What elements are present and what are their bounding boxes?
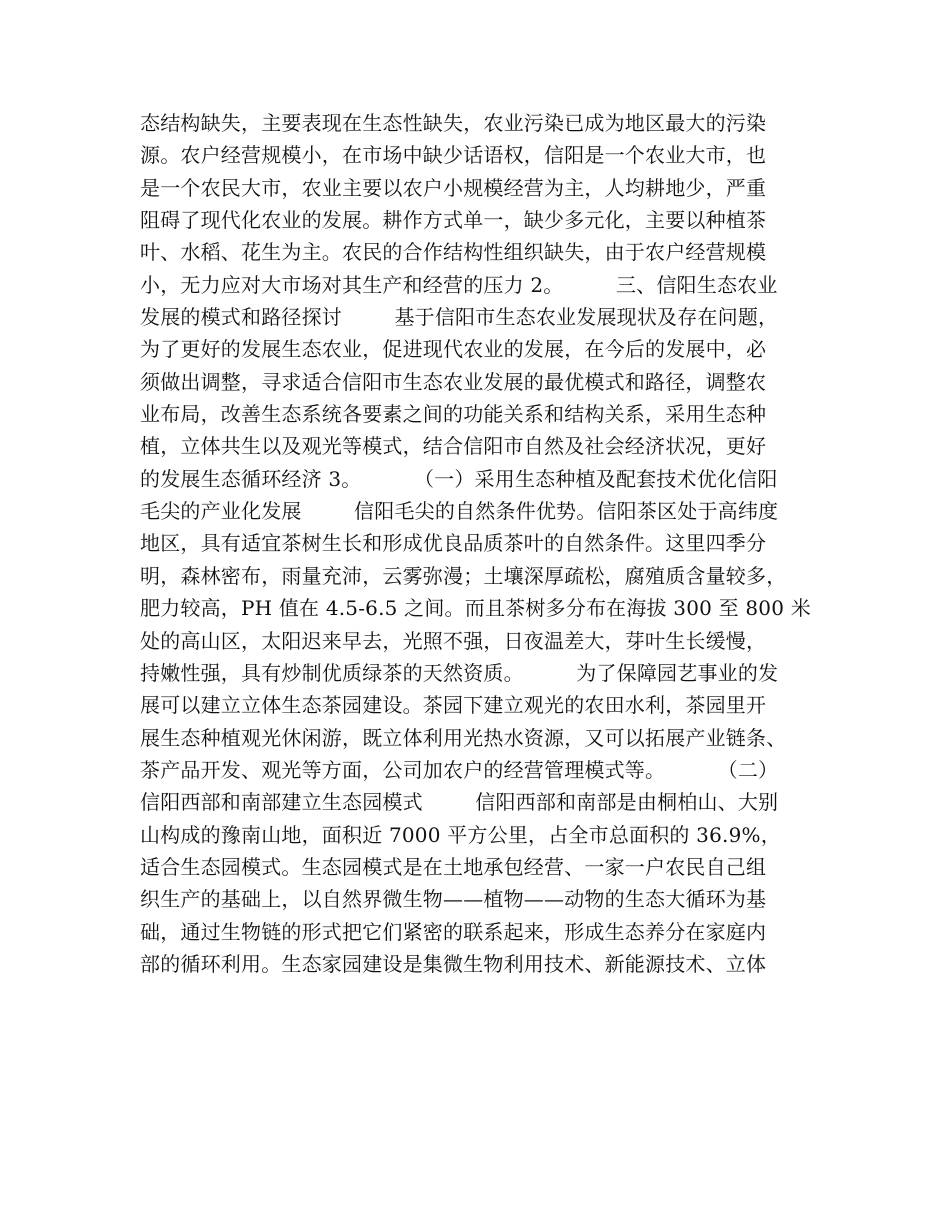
text-line: 源。农户经营规模小，在市场中缺少话语权，信阳是一个农业大市，也 — [140, 143, 767, 168]
text-line: 阻碍了现代化农业的发展。耕作方式单一，缺少多元化，主要以种植茶 — [140, 208, 767, 233]
text-line: 毛尖的产业化发展 信阳毛尖的自然条件优势。信阳茶区处于高纬度 — [140, 499, 779, 524]
text-line: 叶、水稻、花生为主。农民的合作结构性组织缺失，由于农户经营规模 — [140, 240, 767, 265]
text-line: 小，无力应对大市场对其生产和经营的压力 2。 三、信阳生态农业 — [140, 272, 778, 297]
text-line: 展生态种植观光休闲游，既立体利用光热水资源，又可以拓展产业链条、 — [140, 725, 787, 750]
text-line: 处的高山区，太阳迟来早去，光照不强，日夜温差大，芽叶生长缓慢， — [140, 628, 767, 653]
text-line: 展可以建立立体生态茶园建设。茶园下建立观光的农田水利，茶园里开 — [140, 693, 767, 718]
text-line: 业布局，改善生态系统各要素之间的功能关系和结构关系，采用生态种 — [140, 402, 767, 427]
text-line: 适合生态园模式。生态园模式是在土地承包经营、一家一户农民自己组 — [140, 854, 767, 879]
text-line: 持嫩性强，具有炒制优质绿茶的天然资质。 为了保障园艺事业的发 — [140, 660, 779, 685]
text-line: 的发展生态循环经济 3。 （一）采用生态种植及配套技术优化信阳 — [140, 466, 778, 491]
text-line: 信阳西部和南部建立生态园模式 信阳西部和南部是由桐柏山、大别 — [140, 790, 779, 815]
text-line: 地区，具有适宜茶树生长和形成优良品质茶叶的自然条件。这里四季分 — [140, 531, 767, 556]
text-line: 茶产品开发、观光等方面，公司加农户的经营管理模式等。 （二） — [140, 757, 779, 782]
text-line: 明，森林密布，雨量充沛，云雾弥漫；土壤深厚疏松，腐殖质含量较多， — [140, 563, 787, 588]
text-line: 础，通过生物链的形式把它们紧密的联系起来，形成生态养分在家庭内 — [140, 919, 767, 944]
text-line: 发展的模式和路径探讨 基于信阳市生态农业发展现状及存在问题， — [140, 305, 779, 330]
text-line: 肥力较高，PH 值在 4.5-6.5 之间。而且茶树多分布在海拔 300 至 800 米 — [140, 596, 811, 621]
text-line: 是一个农民大市，农业主要以农户小规模经营为主，人均耕地少，严重 — [140, 175, 767, 200]
text-line: 为了更好的发展生态农业，促进现代农业的发展，在今后的发展中，必 — [140, 337, 767, 362]
text-line: 织生产的基础上，以自然界微生物——植物——动物的生态大循环为基 — [140, 887, 767, 912]
text-line: 态结构缺失，主要表现在生态性缺失，农业污染已成为地区最大的污染 — [140, 111, 767, 135]
text-line: 植，立体共生以及观光等模式，结合信阳市自然及社会经济状况，更好 — [140, 434, 767, 459]
text-line: 部的循环利用。生态家园建设是集微生物利用技术、新能源技术、立体 — [140, 951, 767, 976]
body-text — [140, 107, 830, 980]
text-line: 山构成的豫南山地，面积近 7000 平方公里，占全市总面积的 36.9%， — [140, 822, 781, 847]
text-line: 须做出调整，寻求适合信阳市生态农业发展的最优模式和路径，调整农 — [140, 369, 767, 394]
